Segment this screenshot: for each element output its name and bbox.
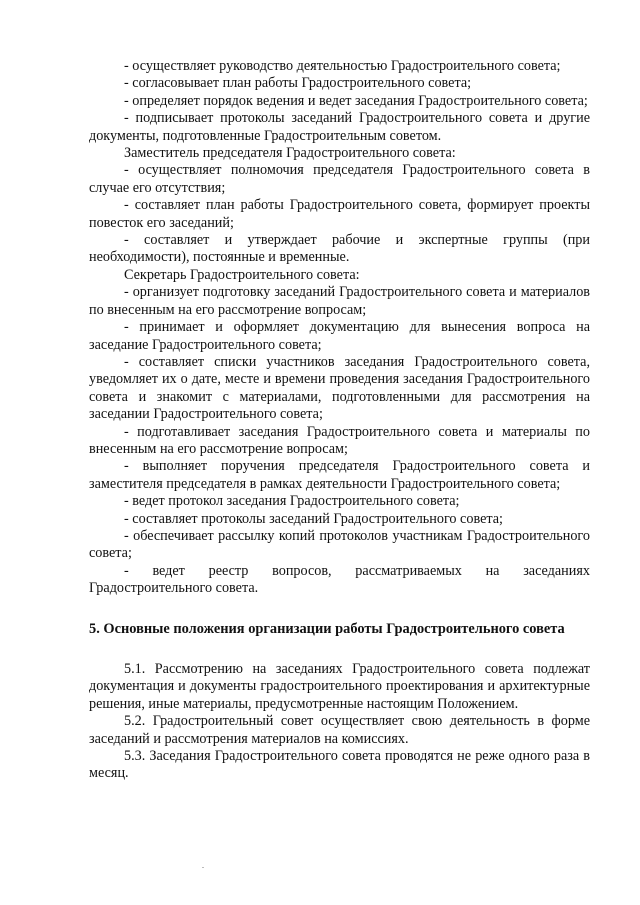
secretary-duty-9: - ведет реестр вопросов, рассматриваемых на заседаниях Градостроительного совета.: [89, 562, 590, 597]
document-page: [89, 58, 590, 783]
chairman-duty-3: - определяет порядок ведения и ведет заседания Градостроительного совета;: [124, 92, 588, 109]
secretary-duty-2: - принимает и оформляет документацию для вынесения вопроса на заседание Градостроительного совета;: [89, 319, 590, 353]
scan-speck: [202, 867, 204, 868]
secretary-heading: Секретарь Градостроительного совета:: [124, 266, 360, 283]
deputy-heading: Заместитель председателя Градостроительного совета:: [124, 145, 456, 162]
section-5-item-3: 5.3. Заседания Градостроительного совета проводятся не реже одного раза в месяц.: [89, 748, 590, 782]
secretary-duty-5: - выполняет поручения председателя Градостроительного совета и заместителя председателя в рамках деятельности Градостроительного совета;: [89, 458, 590, 492]
chairman-duty-1: - осуществляет руководство деятельностью Градостроительного совета;: [124, 58, 561, 74]
chairman-duty-2: - согласовывает план работы Градостроительного совета;: [124, 75, 472, 92]
section-5-item-2: 5.2. Градостроительный совет осуществляет свою деятельность в форме заседаний и рассмотрения материалов на комиссиях.: [89, 713, 590, 747]
secretary-duty-3: - составляет списки участников заседания Градостроительного совета, уведомляет их о дате, месте и времени проведения заседания Градостроительного совета и знакомит с материалами, подготовленными для рассмотрения на заседании Градостроительного совета;: [89, 353, 590, 423]
deputy-duty-2: - составляет план работы Градостроительного совета, формирует проекты повесток его заседаний;: [89, 197, 590, 231]
secretary-duty-4: - подготавливает заседания Градостроительного совета и материалы по внесенным на его рассмотрение вопросам;: [89, 423, 590, 457]
secretary-duty-6: - ведет протокол заседания Градостроительного совета;: [124, 493, 460, 510]
chairman-duty-4: - подписывает протоколы заседаний Градостроительного совета и другие документы, подготовленные Градостроительным советом.: [89, 110, 590, 144]
secretary-duty-8: - обеспечивает рассылку копий протоколов участникам Градостроительного совета;: [89, 527, 590, 562]
secretary-duty-1: - организует подготовку заседаний Градостроительного совета и материалов по внесенным на его рассмотрение вопросам;: [89, 284, 590, 318]
secretary-duty-7: - составляет протоколы заседаний Градостроительного совета;: [124, 510, 503, 527]
deputy-duty-3: - составляет и утверждает рабочие и экспертные группы (при необходимости), постоянные и временные.: [89, 232, 590, 266]
deputy-duty-1: - осуществляет полномочия председателя Градостроительного совета в случае его отсутствия;: [89, 162, 590, 196]
section-5-title: 5. Основные положения организации работы Градостроительного совета: [89, 620, 565, 637]
section-5-item-1: 5.1. Рассмотрению на заседаниях Градостроительного совета подлежат документация и документы градостроительного проектирования и архитектурные решения, иные материалы, предусмотренные настоящим Положением.: [89, 661, 590, 712]
